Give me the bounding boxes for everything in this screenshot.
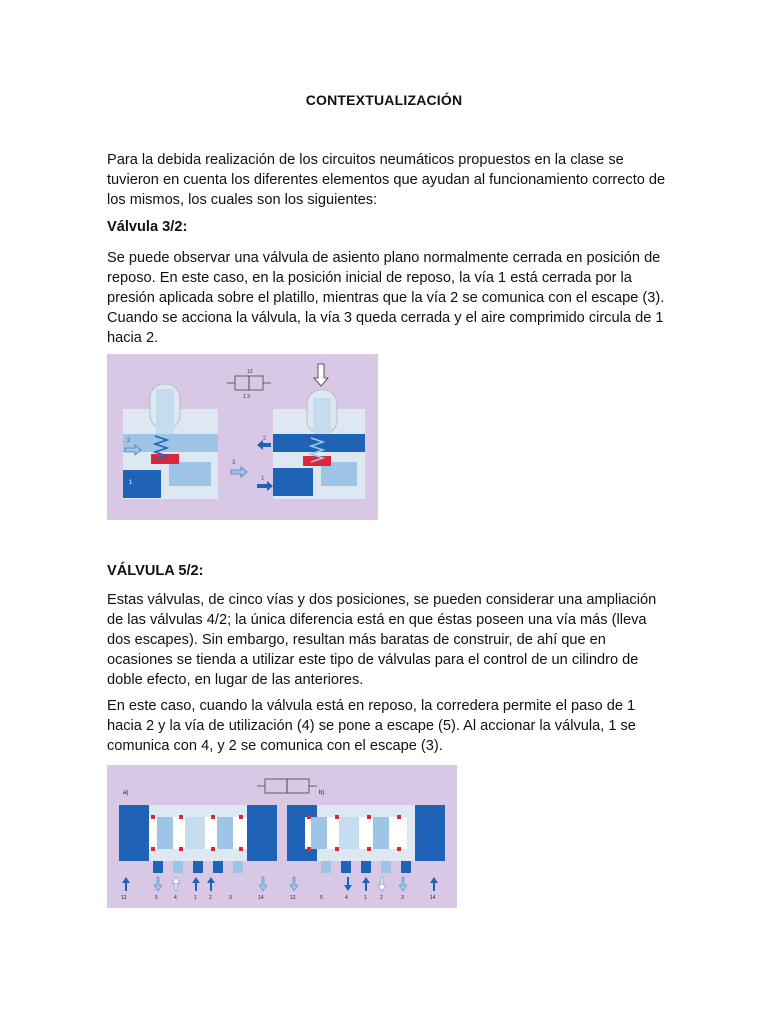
valve-3-2-figure [107,354,378,520]
section-heading-valve-3-2: Válvula 3/2: [107,219,188,235]
section-heading-valve-5-2: VÁLVULA 5/2: [107,563,204,579]
port-label: 14 [430,895,436,901]
port-label: 14 [258,895,264,901]
port-3-label-right: 3 [232,460,236,466]
port-1-label-left: 1 [129,480,133,486]
valve-5-2-paragraph-1: Estas válvulas, de cinco vías y dos posiciones, se pueden considerar una ampliación de las válvulas 4/2; la única diferencia está en que éstas poseen una vía más (lleva dos escapes). Sin embargo, resultan más baratas de construir, de ahí que en ocasiones se tienda a utilizar este tipo de válvulas para el control de un cilindro de doble efecto, en lugar de las anteriores. [107,592,657,688]
port-label: 3 [401,895,404,901]
port-label: 1 [364,895,367,901]
port-label: 1 [194,895,197,901]
symbol-label-top: 12 [247,369,253,375]
page-title: CONTEXTUALIZACIÓN [305,92,463,108]
panel-b-label: b) [319,790,325,796]
port-label: 4 [174,895,177,901]
port-label: 2 [209,895,212,901]
port-1-label-right: 1 [261,476,265,482]
intro-paragraph: Para la debida realización de los circuitos neumáticos propuestos en la clase se tuvieron en cuenta los diferentes elementos que ayudan al funcionamiento correcto de los mismos, los cuales son los siguientes: [107,152,666,208]
valve-3-2-paragraph: Se puede observar una válvula de asiento plano normalmente cerrada en posición de reposo. En este caso, en la posición inicial de reposo, la vía 1 está cerrada por la presión aplicada sobre el platillo, mientras que la vía 2 se comunica con el escape (3). Cuando se acciona la válvula, la vía 3 queda cerrada y el aire comprimido circula de 1 hacia 2. [107,250,665,346]
port-2-label-right: 2 [263,436,267,442]
panel-a-label: a) [123,790,129,796]
port-label: 12 [290,895,296,901]
port-label: 5 [320,895,323,901]
symbol-label-bottom: 1 3 [243,394,250,400]
port-label: 5 [155,895,158,901]
port-2-label-left: 2 [127,438,131,444]
valve-5-2-figure [107,765,457,908]
port-label: 3 [229,895,232,901]
port-label: 2 [380,895,383,901]
port-label: 4 [345,895,348,901]
port-label: 12 [121,895,127,901]
valve-5-2-paragraph-2: En este caso, cuando la válvula está en reposo, la corredera permite el paso de 1 hacia 2 y la vía de utilización (4) se pone a escape (5). Al accionar la válvula, 1 se comunica con 4, y 2 se comunica con el escape (3). [107,698,636,754]
